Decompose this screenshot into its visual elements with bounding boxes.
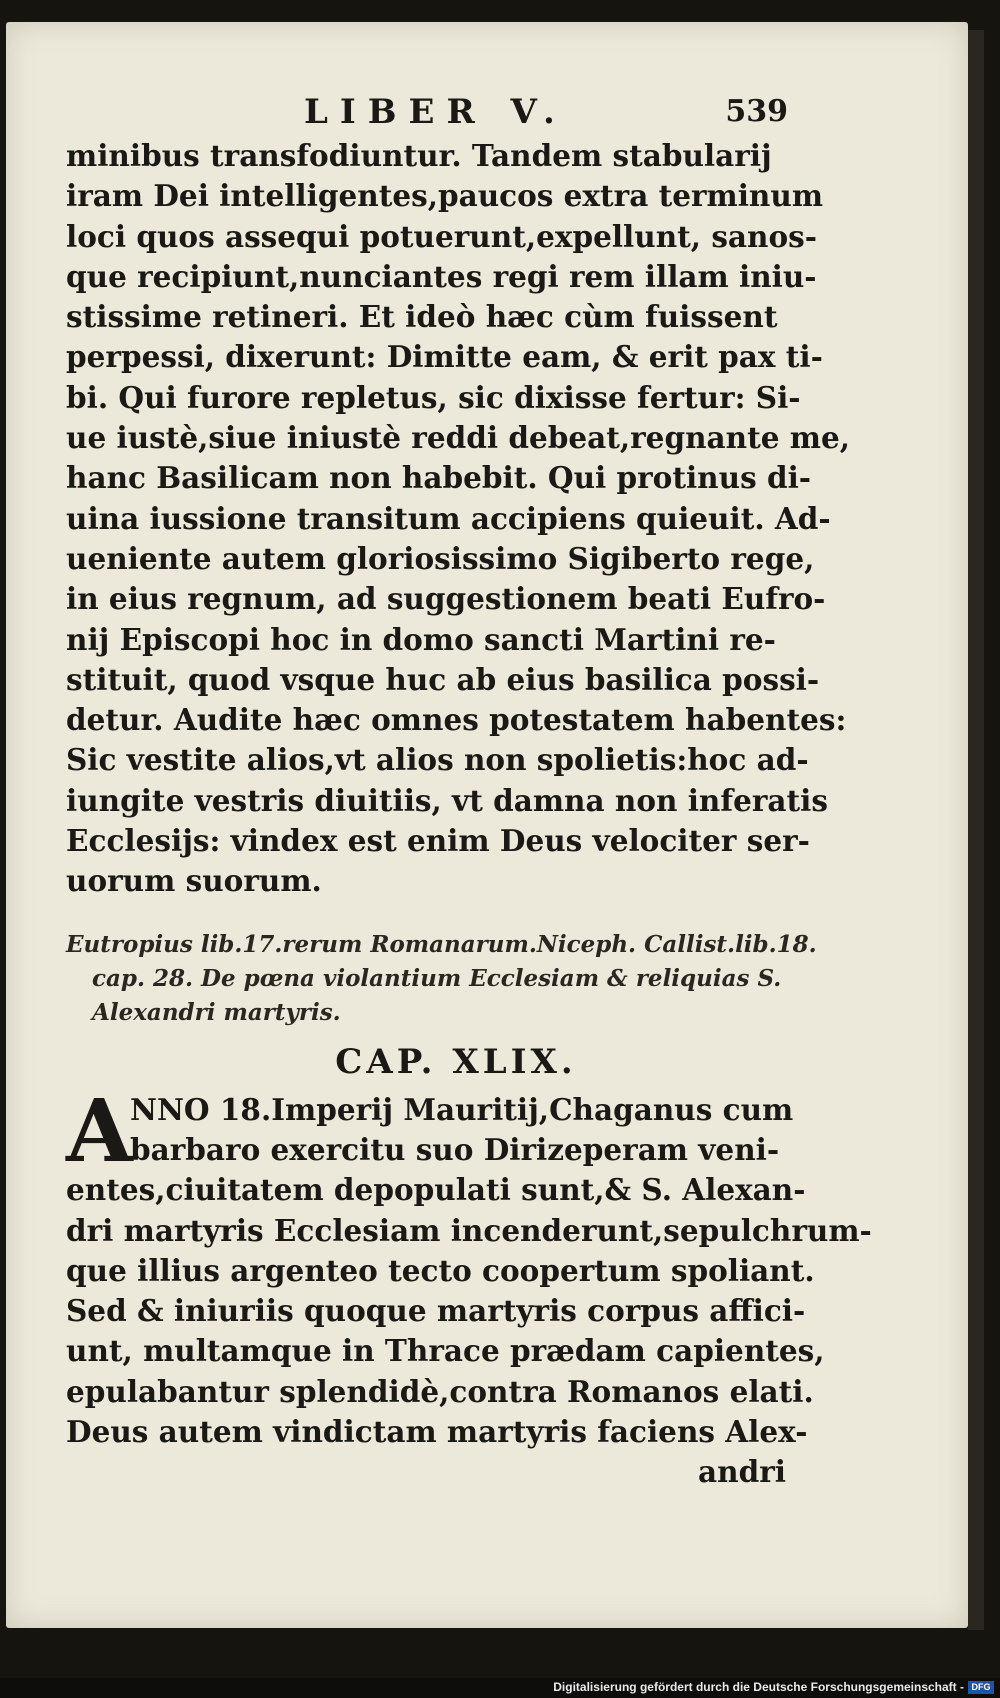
text-line: ueniente autem gloriosissimo Sigiberto rege, — [66, 540, 815, 576]
text-line: dri martyris Ecclesiam incenderunt,sepulchrum- — [66, 1212, 872, 1248]
note-line: Eutropius lib.17.rerum Romanarum.Niceph. Callist.lib.18. — [66, 930, 817, 958]
running-head — [66, 92, 786, 136]
digitization-footer — [0, 1678, 1000, 1698]
text-line: Sic vestite alios,vt alios non spolietis:hoc ad- — [66, 742, 809, 778]
text-line: loci quos assequi potuerunt,expellunt, sanos- — [66, 218, 818, 254]
text-line: unt, multamque in Thrace prædam capientes, — [66, 1333, 825, 1369]
text-line: Sed & iniuriis quoque martyris corpus affici- — [66, 1293, 806, 1329]
source-note — [66, 928, 817, 1030]
text-line: hanc Basilicam non habebit. Qui protinus di- — [66, 460, 812, 496]
catchword: andri — [698, 1454, 786, 1490]
text-line: iram Dei intelligentes,paucos extra terminum — [66, 178, 824, 214]
text-line: minibus transfodiuntur. Tandem stabularij — [66, 138, 772, 173]
page-text-area — [66, 92, 872, 1492]
page-number: 539 — [725, 94, 788, 129]
text-line: barbaro exercitu suo Dirizeperam veni- — [130, 1131, 780, 1167]
text-line: iungite vestris diuitiis, vt damna non inferatis — [66, 782, 828, 818]
note-line: cap. 28. De pœna violantium Ecclesiam & reliquias S. — [92, 964, 782, 992]
text-line: stituit, quod vsque huc ab eius basilica possi- — [66, 661, 820, 697]
text-line: detur. Audite hæc omnes potestatem habentes: — [66, 702, 847, 738]
text-line: que illius argenteo tecto coopertum spoliant. — [66, 1252, 815, 1288]
text-line: bi. Qui furore repletus, sic dixisse fertur: Si- — [66, 379, 801, 415]
dfg-logo: DFG — [968, 1681, 994, 1694]
text-line: ue iustè,siue iniustè reddi debeat,regnante me, — [66, 420, 851, 456]
note-line: Alexandri martyris. — [92, 998, 341, 1026]
text-line: Ecclesijs: vindex est enim Deus velociter ser- — [66, 823, 810, 859]
running-title: LIBER V. — [304, 92, 567, 132]
text-line: nij Episcopi hoc in domo sancti Martini re- — [66, 621, 776, 657]
text-line: perpessi, dixerunt: Dimitte eam, & erit pax ti- — [66, 339, 823, 375]
text-line: que recipiunt,nunciantes regi rem illam iniu- — [66, 258, 817, 294]
chapter-paragraph — [66, 1080, 872, 1453]
text-line: uina iussione transitum accipiens quieuit. Ad- — [66, 500, 831, 536]
text-line: Deus autem vindictam martyris faciens Alex- — [66, 1414, 808, 1450]
text-line: in eius regnum, ad suggestionem beati Eufro- — [66, 581, 826, 617]
text-line: entes,ciuitatem depopulati sunt,& S. Alexan- — [66, 1172, 806, 1208]
text-line: NNO 18.Imperij Mauritij,Chaganus cum — [130, 1091, 794, 1127]
text-line: uorum suorum. — [66, 863, 322, 899]
paragraph-main — [66, 136, 851, 902]
funding-credit: Digitalisierung gefördert durch die Deutsche Forschungsgemeinschaft - — [553, 1680, 964, 1694]
text-line: epulabantur splendidè,contra Romanos elati. — [66, 1373, 814, 1409]
text-line: stissime retineri. Et ideò hæc cùm fuissent — [66, 299, 778, 335]
page-edge-shadow — [968, 30, 984, 1630]
chapter-heading: CAP. XLIX. — [335, 1041, 577, 1082]
drop-cap: A — [66, 1080, 133, 1182]
